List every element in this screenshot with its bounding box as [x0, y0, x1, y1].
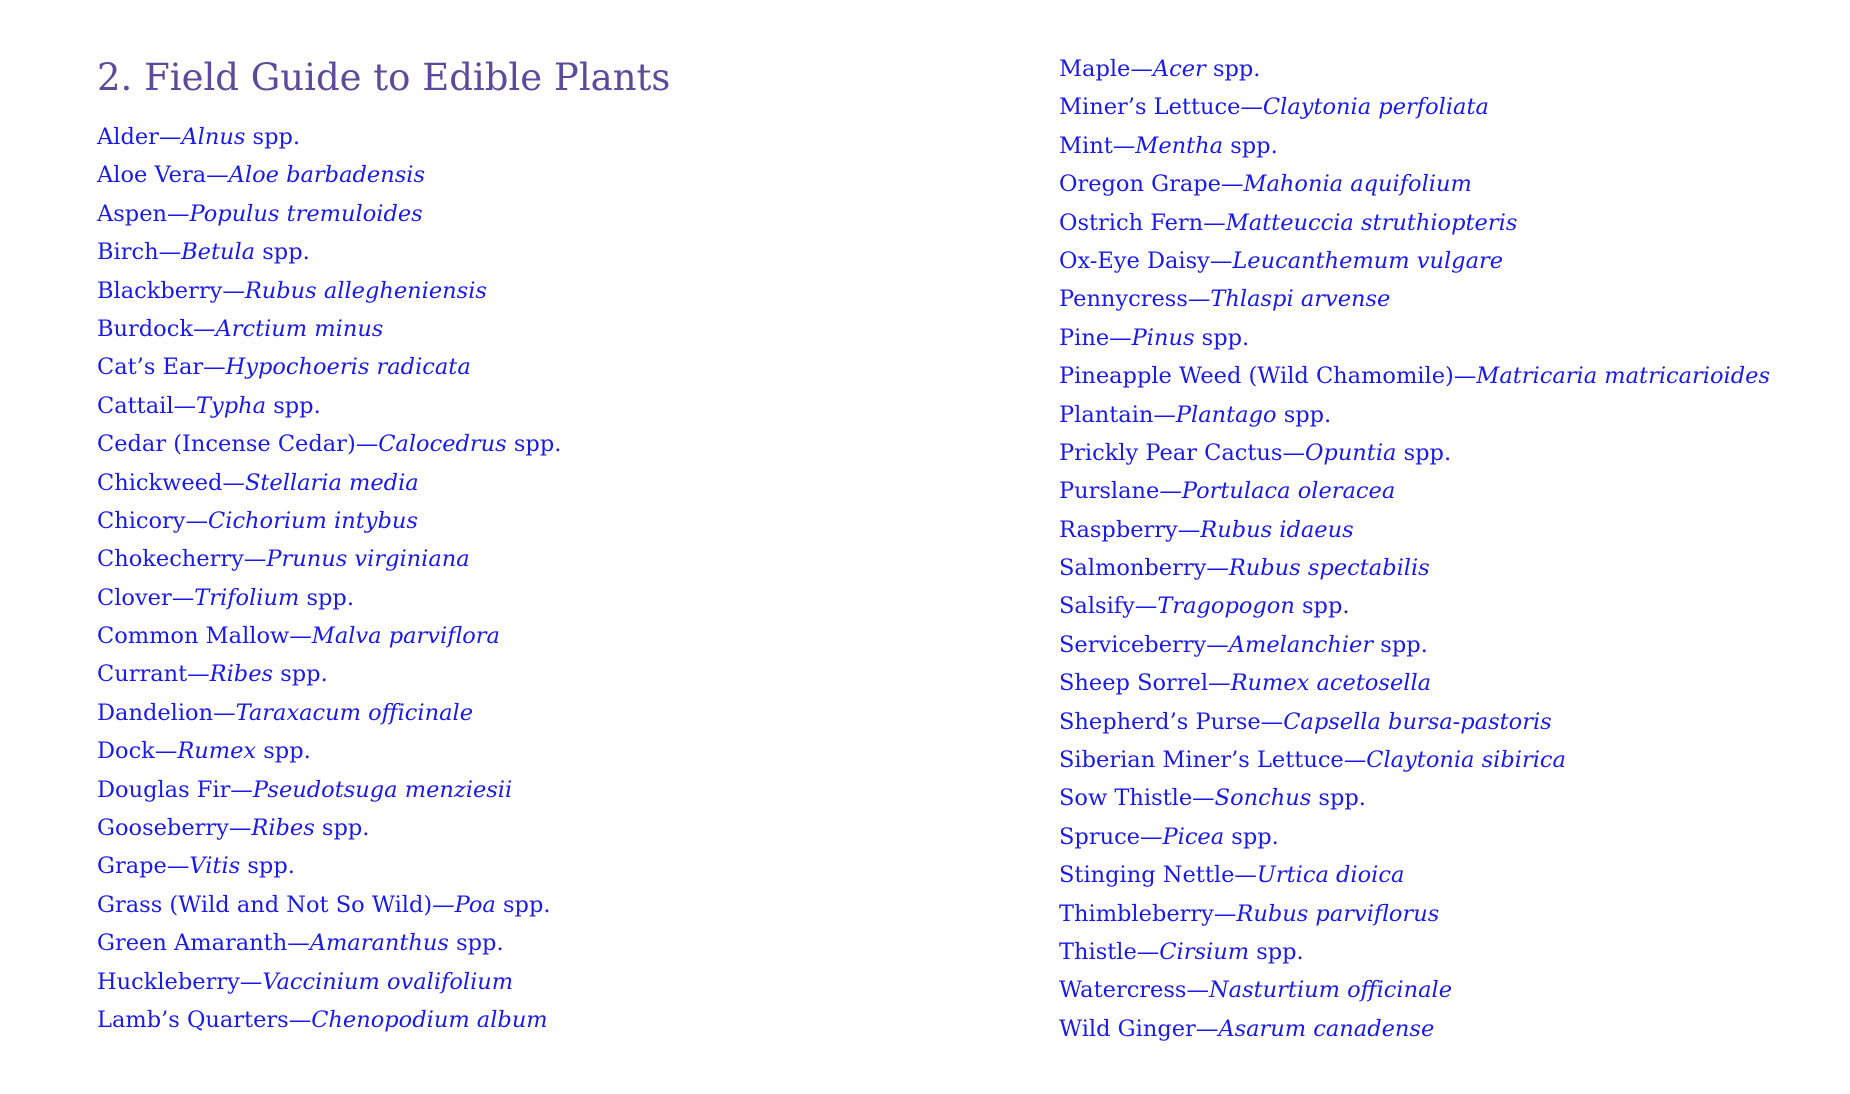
scientific-name: Asarum canadense: [1218, 1015, 1435, 1042]
plant-link[interactable]: [1059, 246, 1770, 284]
name-suffix: spp.: [245, 124, 301, 150]
scientific-name: Opuntia: [1304, 439, 1397, 466]
page-title: 2. Field Guide to Edible Plants: [97, 56, 671, 99]
common-name: Prickly Pear Cactus—: [1059, 439, 1305, 466]
plant-link[interactable]: [97, 583, 561, 621]
scientific-name: Ribes: [209, 661, 274, 688]
common-name: Gooseberry—: [97, 815, 252, 842]
common-name: Stinging Nettle—: [1059, 862, 1257, 889]
name-suffix: spp.: [495, 891, 551, 918]
scientific-name: Aloe barbadensis: [228, 162, 425, 189]
plant-link[interactable]: [97, 775, 561, 813]
scientific-name: Cichorium intybus: [208, 507, 418, 534]
common-name: Huckleberry—: [97, 968, 263, 995]
scientific-name: Nasturtium officinale: [1208, 977, 1453, 1004]
name-suffix: spp.: [506, 431, 562, 458]
name-suffix: spp.: [314, 815, 370, 842]
plant-link[interactable]: [1059, 400, 1770, 438]
scientific-name: Pinus: [1131, 324, 1195, 351]
common-name: Dock—: [97, 738, 178, 765]
plant-link[interactable]: [1059, 783, 1770, 821]
scientific-name: Mentha: [1135, 132, 1224, 159]
common-name: Ox-Eye Daisy—: [1059, 247, 1233, 274]
name-suffix: spp.: [255, 239, 310, 266]
name-suffix: spp.: [1276, 401, 1332, 428]
plant-link[interactable]: [1059, 822, 1770, 860]
common-name: Birch—: [97, 239, 182, 266]
scientific-name: Urtica dioica: [1256, 862, 1405, 889]
common-name: Alder—: [97, 124, 182, 150]
scientific-name: Capsella bursa-pastoris: [1283, 708, 1552, 735]
scientific-name: Acer: [1152, 56, 1206, 82]
common-name: Pineapple Weed (Wild Chamomile)—: [1059, 363, 1477, 390]
common-name: Grape—: [97, 853, 190, 880]
scientific-name: Portulaca oleracea: [1181, 478, 1396, 505]
plant-link[interactable]: [97, 122, 561, 160]
plant-link[interactable]: [1059, 860, 1770, 898]
common-name: Ostrich Fern—: [1059, 209, 1226, 236]
plant-link[interactable]: [1059, 1014, 1770, 1052]
plant-list-left: [97, 122, 561, 1043]
plant-link[interactable]: [97, 659, 561, 697]
scientific-name: Rubus parviflorus: [1236, 900, 1440, 927]
scientific-name: Rubus spectabilis: [1228, 555, 1430, 582]
plant-link[interactable]: [97, 429, 561, 467]
plant-link[interactable]: [1059, 476, 1770, 514]
common-name: Purslane—: [1059, 478, 1182, 505]
plant-link[interactable]: [1059, 438, 1770, 476]
common-name: Wild Ginger—: [1059, 1015, 1219, 1042]
plant-list-right: [1059, 54, 1770, 1052]
common-name: Miner’s Lettuce—: [1059, 94, 1263, 121]
common-name: Burdock—: [97, 315, 216, 342]
plant-link[interactable]: [1059, 745, 1770, 783]
scientific-name: Populus tremuloides: [189, 200, 423, 227]
scientific-name: Prunus virginiana: [266, 546, 470, 573]
scientific-name: Thlaspi arvense: [1210, 286, 1391, 313]
name-suffix: spp.: [448, 930, 504, 957]
common-name: Siberian Miner’s Lettuce—: [1059, 747, 1367, 774]
plant-link[interactable]: [97, 928, 561, 966]
scientific-name: Vitis: [189, 853, 241, 880]
plant-link[interactable]: [1059, 361, 1770, 399]
plant-link[interactable]: [1059, 630, 1770, 668]
common-name: Aspen—: [97, 200, 190, 227]
plant-link[interactable]: [97, 813, 561, 851]
common-name: Common Mallow—: [97, 623, 312, 650]
plant-link[interactable]: [1059, 975, 1770, 1013]
common-name: Thimbleberry—: [1059, 900, 1237, 927]
name-suffix: spp.: [1224, 823, 1279, 850]
plant-link[interactable]: [97, 544, 561, 582]
scientific-name: Typha: [196, 392, 267, 419]
scientific-name: Rumex: [177, 738, 257, 765]
common-name: Chicory—: [97, 507, 209, 534]
plant-link[interactable]: [97, 967, 561, 1005]
scientific-name: Stellaria media: [244, 469, 419, 496]
plant-link[interactable]: [1059, 92, 1770, 130]
common-name: Maple—: [1059, 56, 1153, 82]
common-name: Currant—: [97, 661, 210, 688]
common-name: Douglas Fir—: [97, 776, 253, 803]
common-name: Serviceberry—: [1059, 631, 1229, 658]
scientific-name: Claytonia perfoliata: [1262, 94, 1489, 121]
scientific-name: Claytonia sibirica: [1366, 747, 1566, 774]
plant-link[interactable]: [1059, 284, 1770, 322]
plant-link[interactable]: [1059, 208, 1770, 246]
plant-link[interactable]: [1059, 899, 1770, 937]
common-name: Cattail—: [97, 392, 197, 419]
scientific-name: Vaccinium ovalifolium: [262, 968, 514, 995]
common-name: Plantain—: [1059, 401, 1176, 428]
scientific-name: Arctium minus: [215, 315, 384, 342]
common-name: Mint—: [1059, 132, 1136, 159]
common-name: Grass (Wild and Not So Wild)—: [97, 891, 455, 918]
plant-link[interactable]: [97, 199, 561, 237]
name-suffix: spp.: [1249, 938, 1304, 965]
scientific-name: Taraxacum officinale: [235, 699, 474, 726]
common-name: Blackberry—: [97, 277, 245, 304]
scientific-name: Rumex acetosella: [1230, 670, 1432, 697]
plant-link[interactable]: [97, 314, 561, 352]
common-name: Sow Thistle—: [1059, 785, 1215, 812]
scientific-name: Hypochoeris radicata: [225, 354, 471, 381]
common-name: Oregon Grape—: [1059, 171, 1244, 198]
common-name: Pine—: [1059, 324, 1132, 351]
common-name: Lamb’s Quarters—: [97, 1006, 312, 1033]
scientific-name: Trifolium: [194, 584, 300, 611]
common-name: Clover—: [97, 584, 195, 611]
plant-link[interactable]: [1059, 131, 1770, 169]
plant-link[interactable]: [97, 237, 561, 275]
scientific-name: Ribes: [251, 815, 315, 842]
plant-link[interactable]: [97, 391, 561, 429]
common-name: Salsify—: [1059, 593, 1158, 620]
scientific-name: Rubus idaeus: [1200, 516, 1354, 543]
scientific-name: Plantago: [1175, 401, 1277, 428]
scientific-name: Amaranthus: [309, 930, 449, 957]
plant-link[interactable]: [97, 352, 561, 390]
plant-link[interactable]: [1059, 591, 1770, 629]
plant-link[interactable]: [97, 851, 561, 889]
name-suffix: spp.: [240, 853, 295, 880]
scientific-name: Matricaria matricarioides: [1476, 363, 1770, 390]
scientific-name: Chenopodium album: [311, 1006, 548, 1033]
common-name: Cat’s Ear—: [97, 354, 226, 381]
scientific-name: Calocedrus: [378, 431, 507, 458]
scientific-name: Matteuccia struthiopteris: [1225, 209, 1518, 236]
common-name: Thistle—: [1059, 938, 1160, 965]
plant-link[interactable]: [97, 468, 561, 506]
scientific-name: Rubus allegheniensis: [244, 277, 487, 304]
common-name: Spruce—: [1059, 823, 1163, 850]
name-suffix: spp.: [1396, 439, 1452, 466]
plant-link[interactable]: [1059, 937, 1770, 975]
name-suffix: spp.: [1223, 132, 1278, 159]
plant-link[interactable]: [97, 890, 561, 928]
scientific-name: Cirsium: [1159, 938, 1250, 965]
scientific-name: Leucanthemum vulgare: [1232, 247, 1504, 274]
name-suffix: spp.: [1194, 324, 1250, 351]
scientific-name: Mahonia aquifolium: [1243, 171, 1472, 198]
name-suffix: spp.: [256, 738, 311, 765]
scientific-name: Poa: [454, 891, 496, 918]
scientific-name: Betula: [181, 239, 256, 266]
plant-link[interactable]: [97, 276, 561, 314]
name-suffix: spp.: [1373, 631, 1428, 658]
name-suffix: spp.: [1311, 785, 1366, 812]
common-name: Chickweed—: [97, 469, 245, 496]
common-name: Raspberry—: [1059, 516, 1201, 543]
plant-link[interactable]: [1059, 668, 1770, 706]
common-name: Dandelion—: [97, 699, 236, 726]
scientific-name: Alnus: [181, 124, 246, 150]
plant-link[interactable]: [97, 506, 561, 544]
plant-link[interactable]: [97, 621, 561, 659]
scientific-name: Malva parviflora: [311, 623, 500, 650]
plant-link[interactable]: [97, 1005, 561, 1043]
common-name: Salmonberry—: [1059, 555, 1229, 582]
name-suffix: spp.: [1205, 56, 1261, 82]
plant-link[interactable]: [1059, 515, 1770, 553]
scientific-name: Sonchus: [1214, 785, 1312, 812]
scientific-name: Picea: [1162, 823, 1225, 850]
plant-link[interactable]: [97, 736, 561, 774]
common-name: Chokecherry—: [97, 546, 267, 573]
common-name: Watercress—: [1059, 977, 1209, 1004]
common-name: Pennycress—: [1059, 286, 1211, 313]
plant-link[interactable]: [97, 698, 561, 736]
common-name: Cedar (Incense Cedar)—: [97, 431, 379, 458]
plant-link[interactable]: [1059, 323, 1770, 361]
name-suffix: spp.: [1294, 593, 1350, 620]
common-name: Shepherd’s Purse—: [1059, 708, 1284, 735]
name-suffix: spp.: [299, 584, 354, 611]
plant-link[interactable]: [97, 160, 561, 198]
scientific-name: Amelanchier: [1228, 631, 1374, 658]
plant-link[interactable]: [1059, 553, 1770, 591]
common-name: Sheep Sorrel—: [1059, 670, 1231, 697]
scientific-name: Pseudotsuga menziesii: [252, 776, 513, 803]
plant-link[interactable]: [1059, 707, 1770, 745]
common-name: Green Amaranth—: [97, 930, 310, 957]
name-suffix: spp.: [266, 392, 321, 419]
name-suffix: spp.: [273, 661, 328, 688]
scientific-name: Tragopogon: [1157, 593, 1295, 620]
plant-link[interactable]: [1059, 54, 1770, 92]
common-name: Aloe Vera—: [97, 162, 229, 189]
plant-link[interactable]: [1059, 169, 1770, 207]
